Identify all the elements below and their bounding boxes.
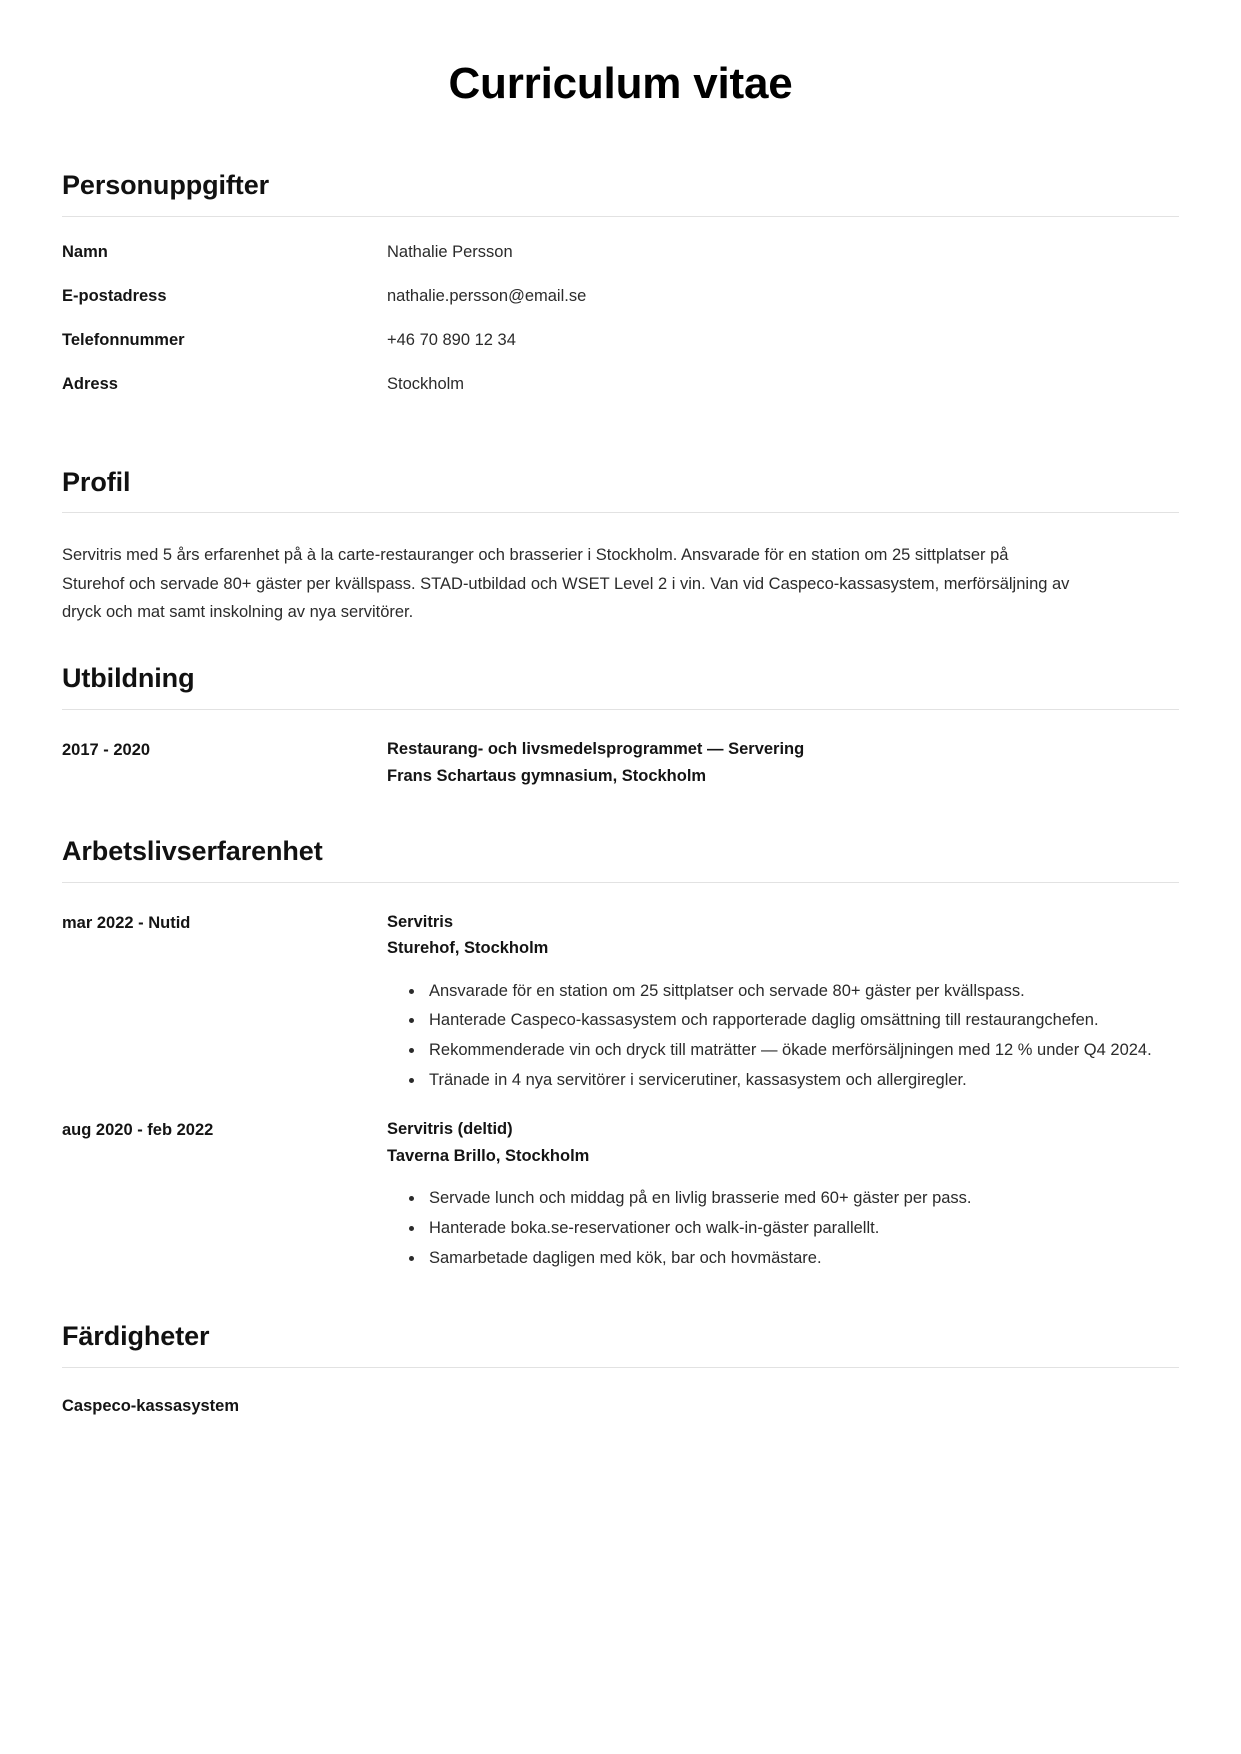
education-entry <box>62 736 1179 789</box>
list-item: • Rekommenderade vin och dryck till maträtter — ökade merförsäljningen med 12 % under Q4 2024. <box>425 1037 1179 1065</box>
list-item: • Samarbetade dagligen med kök, bar och hovmästare. <box>425 1245 1179 1273</box>
section-heading-profile: Profil <box>62 466 131 497</box>
page-title: Curriculum vitae <box>448 59 793 108</box>
entry-bullet-list <box>387 1185 1179 1272</box>
personal-details-list <box>62 241 1179 396</box>
entry-period: aug 2020 - feb 2022 <box>62 1121 214 1140</box>
profile-summary-text: Servitris med 5 års erfarenhet på à la carte-restauranger och brasserier i Stockholm. Ansvarade för en station om 25 sittplatser på Sturehof och servade 80+ gäster per kvällspass. STAD-utbildad och WSET Level 2 i vin. Van vid Caspeco-kassasystem, merförsäljning av dryck och mat samt inskolning av nya servitörer. <box>62 546 1070 622</box>
list-item: • Ansvarade för en station om 25 sittplatser och servade 80+ gäster per kvällspass. <box>425 978 1179 1006</box>
section-divider <box>62 1367 1179 1368</box>
section-heading-personal-details: Personuppgifter <box>62 169 270 200</box>
entry-period: mar 2022 - Nutid <box>62 913 191 932</box>
detail-value: +46 70 890 12 34 <box>387 331 516 350</box>
entry-body <box>387 736 1179 789</box>
section-profile <box>62 466 1179 627</box>
section-heading-education: Utbildning <box>62 663 195 694</box>
spacer <box>62 111 1179 169</box>
detail-row-epostadress <box>62 285 1179 307</box>
entry-employer: Taverna Brillo, Stockholm <box>387 1146 590 1165</box>
spacer <box>62 1284 1179 1320</box>
skill-item: Caspeco-kassasystem <box>62 1397 240 1416</box>
section-heading-work-experience: Arbetslivserfarenhet <box>62 836 323 867</box>
list-item: • Tränade in 4 nya servitörer i servicerutiner, kassasystem och allergiregler. <box>425 1067 1179 1095</box>
entry-job-title: Servitris <box>387 912 454 931</box>
section-work-experience <box>62 835 1179 1274</box>
section-divider <box>62 512 1179 513</box>
entry-body <box>387 909 1179 1097</box>
entry-institution: Frans Schartaus gymnasium, Stockholm <box>387 766 707 785</box>
spacer <box>62 626 1179 662</box>
experience-entry <box>62 909 1179 1097</box>
detail-row-namn <box>62 241 1179 263</box>
detail-value: nathalie.persson@email.se <box>387 286 587 305</box>
spacer <box>62 799 1179 835</box>
skills-list <box>62 1394 1179 1419</box>
section-skills <box>62 1320 1179 1419</box>
detail-row-adress <box>62 373 1179 395</box>
section-divider <box>62 882 1179 883</box>
detail-row-telefonnummer <box>62 329 1179 351</box>
education-entry-list <box>62 736 1179 789</box>
experience-entry <box>62 1116 1179 1274</box>
entry-period: 2017 - 2020 <box>62 741 151 760</box>
detail-label: Telefonnummer <box>62 331 185 350</box>
detail-label: E-postadress <box>62 286 167 305</box>
section-heading-skills: Färdigheter <box>62 1321 210 1352</box>
entry-employer: Sturehof, Stockholm <box>387 939 549 958</box>
list-item: • Servade lunch och middag på en livlig brasserie med 60+ gäster per pass. <box>425 1185 1179 1213</box>
section-divider <box>62 216 1179 217</box>
list-item: • Hanterade boka.se-reservationer och walk-in-gäster parallellt. <box>425 1215 1179 1243</box>
entry-title: Restaurang- och livsmedelsprogrammet — Servering <box>387 740 805 759</box>
entry-body <box>387 1116 1179 1274</box>
entry-job-title: Servitris (deltid) <box>387 1120 513 1139</box>
experience-entry-list <box>62 909 1179 1275</box>
list-item: • Hanterade Caspeco-kassasystem och rapporterade daglig omsättning till restaurangchefen. <box>425 1007 1179 1035</box>
spacer <box>62 418 1179 466</box>
detail-value: Stockholm <box>387 375 465 394</box>
entry-bullet-list <box>387 978 1179 1095</box>
detail-label: Namn <box>62 242 108 261</box>
section-personal-details <box>62 169 1179 396</box>
section-education <box>62 662 1179 789</box>
detail-value: Nathalie Persson <box>387 242 513 261</box>
section-divider <box>62 709 1179 710</box>
detail-label: Adress <box>62 375 118 394</box>
